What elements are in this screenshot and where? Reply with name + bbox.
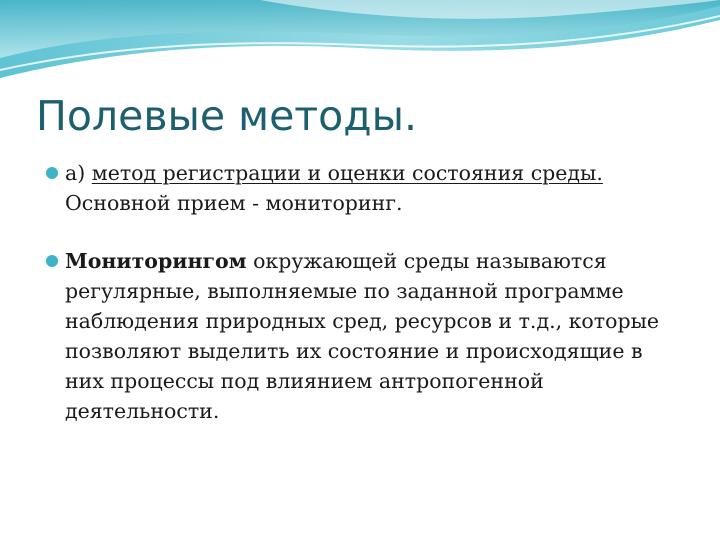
bullet-underlined-text: метод регистрации и оценки состояния среды.	[91, 161, 603, 185]
bullet-definition-text: окружающей среды называются регулярные, выполняемые по заданной программе наблюдения природных сред, ресурсов и т.д., которые позволяют выделить их состояние и происходящие в них процессы под влиянием антропогенной деятельности.	[65, 249, 660, 423]
header-wave-decoration	[0, 0, 720, 80]
slide-title: Полевые методы.	[36, 92, 418, 140]
bullet-dot-icon	[46, 167, 58, 179]
bullet-bold-term: Мониторингом	[65, 249, 247, 273]
bullet-list	[46, 158, 686, 426]
bullet-dot-icon	[46, 255, 58, 267]
bullet-item-method	[46, 158, 686, 218]
bullet-item-monitoring	[46, 246, 686, 426]
bullet-rest-text: Основной прием - мониторинг.	[65, 191, 403, 215]
bullet-prefix: а)	[65, 161, 92, 185]
